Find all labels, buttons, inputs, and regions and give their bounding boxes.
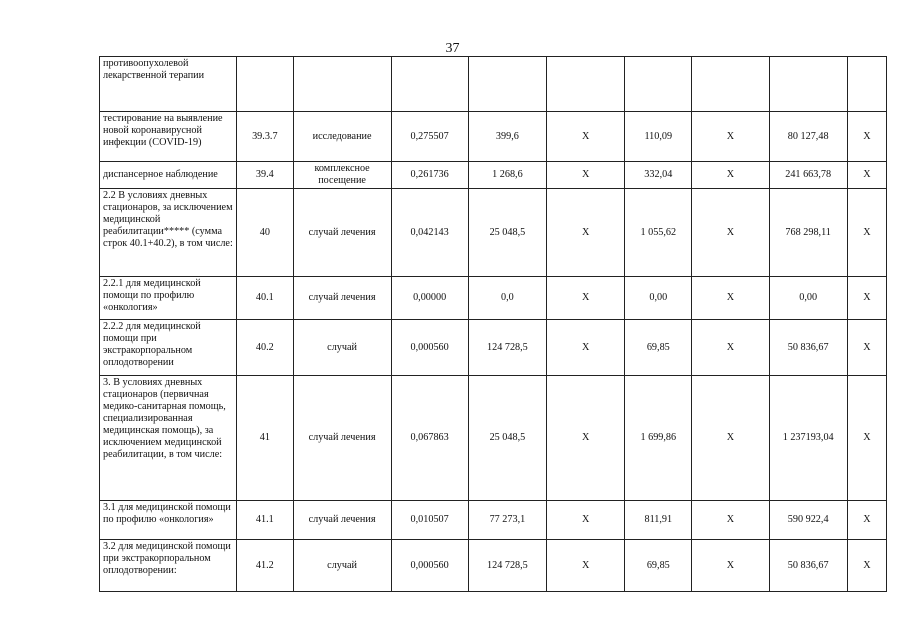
row-col5: Х [847,540,886,592]
row-col3: Х [692,540,769,592]
row-col2: 811,91 [625,501,692,540]
table-row [100,277,887,320]
row-col2 [625,57,692,112]
row-code: 39.4 [237,162,294,189]
page-number: 37 [445,41,460,56]
row-code: 40 [237,189,294,277]
row-col5: Х [847,320,886,376]
row-cost: 25 048,5 [468,376,546,501]
row-col1: Х [547,112,625,162]
row-norm: 0,275507 [391,112,468,162]
row-col1 [547,57,625,112]
row-col5 [847,57,886,112]
row-unit: случай [293,320,391,376]
row-unit: исследование [293,112,391,162]
row-name: диспансерное наблюдение [100,162,237,189]
row-cost [468,57,546,112]
row-col1: Х [547,277,625,320]
row-name: 3. В условиях дневных стационаров (первичная медико-санитарная помощь, специализированная медицинская помощь), за исключением медицинской реабилитации, в том числе: [100,376,237,501]
row-col4: 768 298,11 [769,189,847,277]
table-row [100,57,887,112]
table-row [100,501,887,540]
row-col1: Х [547,501,625,540]
row-unit [293,57,391,112]
row-col4: 1 237193,04 [769,376,847,501]
row-unit: случай лечения [293,189,391,277]
row-code: 41.2 [237,540,294,592]
row-norm: 0,010507 [391,501,468,540]
row-name: 3.1 для медицинской помощи по профилю «онкология» [100,501,237,540]
row-name: тестирование на выявление новой коронавирусной инфекции (COVID-19) [100,112,237,162]
row-unit: случай лечения [293,501,391,540]
row-col2: 1 699,86 [625,376,692,501]
row-norm: 0,00000 [391,277,468,320]
row-col4: 241 663,78 [769,162,847,189]
row-col5: Х [847,277,886,320]
row-col4: 50 836,67 [769,540,847,592]
row-col2: 69,85 [625,320,692,376]
row-col4: 590 922,4 [769,501,847,540]
row-col1: Х [547,376,625,501]
row-col2: 1 055,62 [625,189,692,277]
table-row [100,376,887,501]
row-unit: комплексное посещение [293,162,391,189]
row-code: 40.1 [237,277,294,320]
row-col4 [769,57,847,112]
row-col4: 0,00 [769,277,847,320]
row-norm [391,57,468,112]
row-code: 41 [237,376,294,501]
row-norm: 0,000560 [391,540,468,592]
row-unit: случай лечения [293,277,391,320]
row-col5: Х [847,112,886,162]
row-col4: 50 836,67 [769,320,847,376]
row-col1: Х [547,189,625,277]
table-row [100,162,887,189]
row-norm: 0,067863 [391,376,468,501]
row-cost: 1 268,6 [468,162,546,189]
row-col5: Х [847,376,886,501]
row-code [237,57,294,112]
row-col4: 80 127,48 [769,112,847,162]
row-name: 2.2.1 для медицинской помощи по профилю «онкология» [100,277,237,320]
row-col3: Х [692,162,769,189]
row-col3: Х [692,320,769,376]
row-cost: 25 048,5 [468,189,546,277]
row-col2: 0,00 [625,277,692,320]
row-col3: Х [692,376,769,501]
row-code: 41.1 [237,501,294,540]
row-code: 40.2 [237,320,294,376]
row-col3: Х [692,277,769,320]
data-table [99,56,887,592]
row-col2: 69,85 [625,540,692,592]
row-col1: Х [547,320,625,376]
row-norm: 0,261736 [391,162,468,189]
row-norm: 0,042143 [391,189,468,277]
row-col2: 110,09 [625,112,692,162]
row-code: 39.3.7 [237,112,294,162]
row-cost: 124 728,5 [468,320,546,376]
table-row [100,112,887,162]
row-col1: Х [547,162,625,189]
row-col3: Х [692,501,769,540]
row-cost: 0,0 [468,277,546,320]
row-col5: Х [847,162,886,189]
row-col3 [692,57,769,112]
row-unit: случай лечения [293,376,391,501]
row-cost: 399,6 [468,112,546,162]
row-cost: 77 273,1 [468,501,546,540]
row-unit: случай [293,540,391,592]
row-col2: 332,04 [625,162,692,189]
row-name: противоопухолевой лекарственной терапии [100,57,237,112]
row-name: 3.2 для медицинской помощи при экстракорпоральном оплодотворении: [100,540,237,592]
row-col5: Х [847,501,886,540]
row-norm: 0,000560 [391,320,468,376]
row-col3: Х [692,189,769,277]
table-row [100,189,887,277]
row-name: 2.2 В условиях дневных стационаров, за исключением медицинской реабилитации***** (сумма строк 40.1+40.2), в том числе: [100,189,237,277]
row-col3: Х [692,112,769,162]
row-name: 2.2.2 для медицинской помощи при экстракорпоральном оплодотворении [100,320,237,376]
table-row [100,540,887,592]
table-row [100,320,887,376]
row-cost: 124 728,5 [468,540,546,592]
row-col1: Х [547,540,625,592]
row-col5: Х [847,189,886,277]
